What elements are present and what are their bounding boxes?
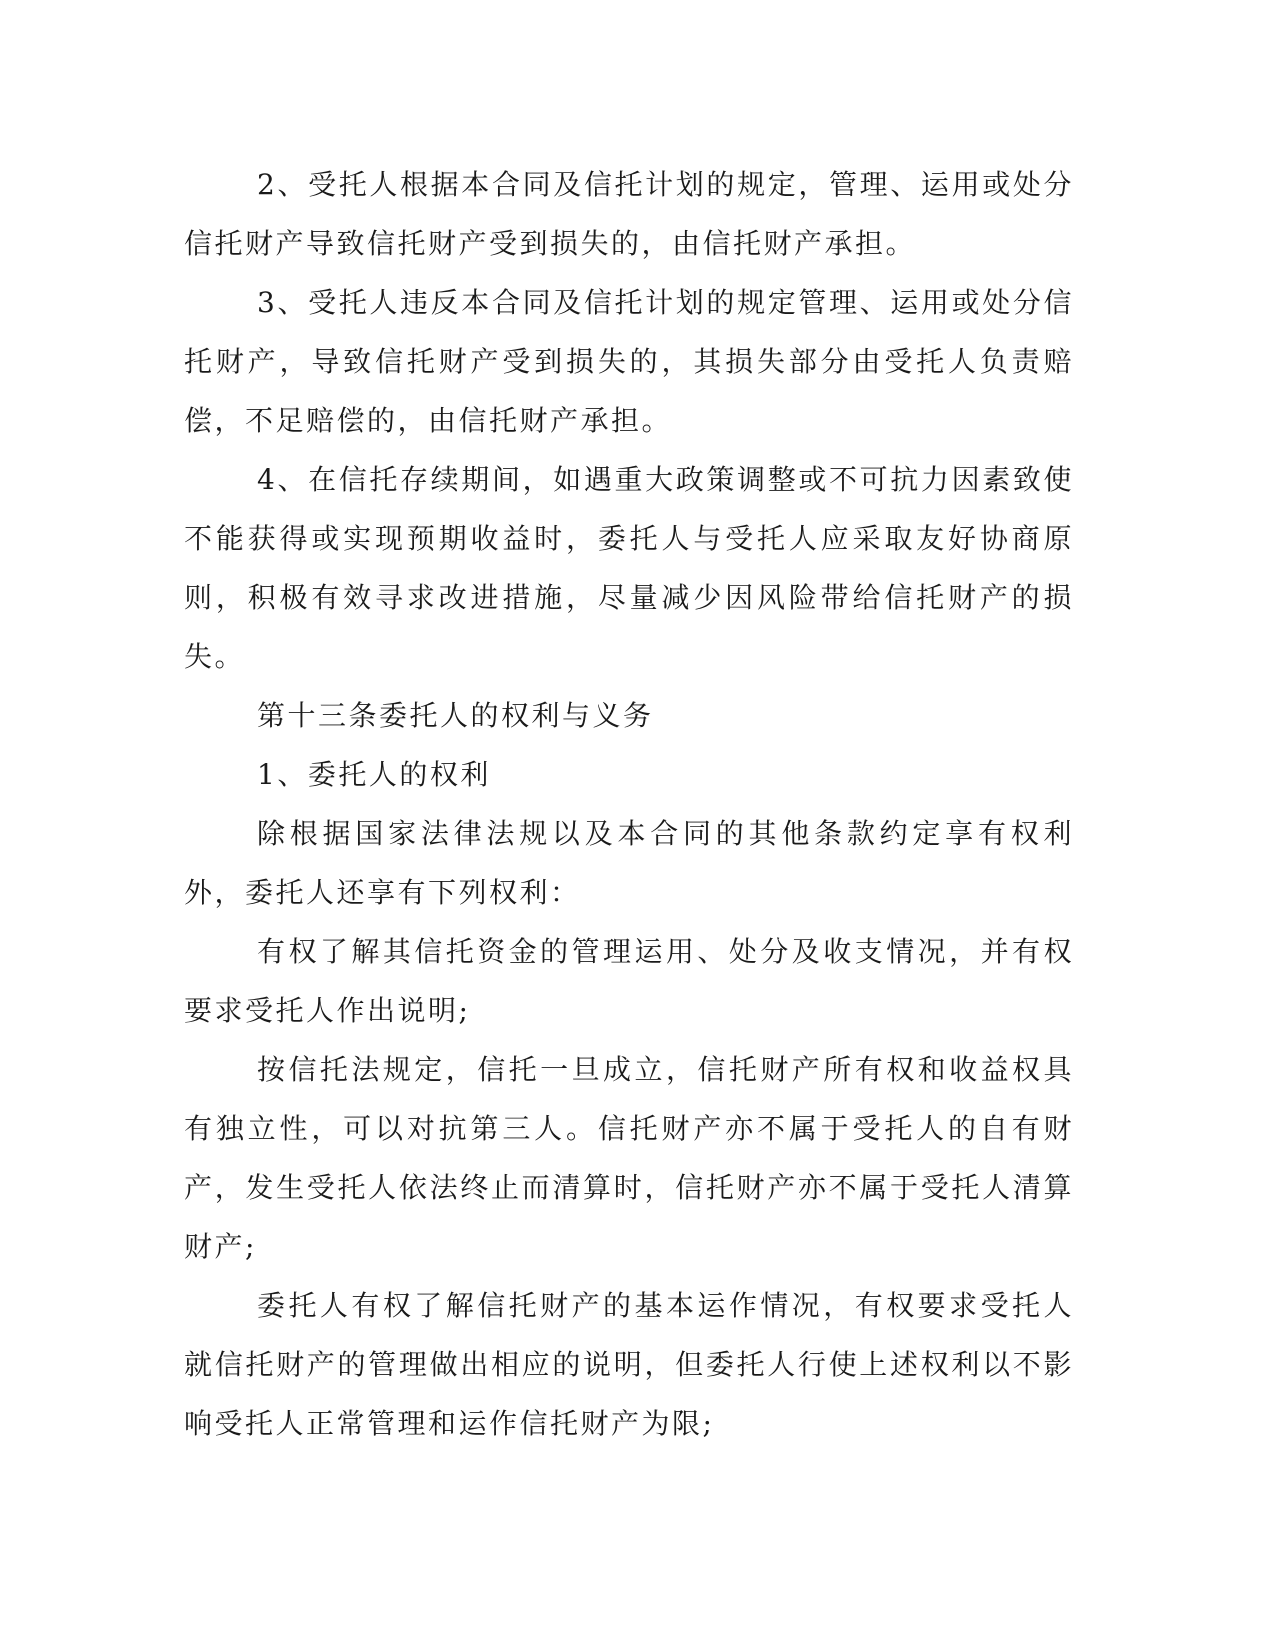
paragraph-right-1: 有权了解其信托资金的管理运用、处分及收支情况，并有权要求受托人作出说明;: [184, 935, 1074, 1027]
paragraph-clause-4: 4、在信托存续期间，如遇重大政策调整或不可抗力因素致使不能获得或实现预期收益时，委托人与受托人应采取友好协商原则，积极有效寻求改进措施，尽量减少因风险带给信托财产的损失。: [184, 463, 1074, 673]
section-heading: 1、委托人的权利: [257, 758, 491, 791]
paragraph-right-2: 按信托法规定，信托一旦成立，信托财产所有权和收益权具有独立性，可以对抗第三人。信托财产亦不属于受托人的自有财产，发生受托人依法终止而清算时，信托财产亦不属于受托人清算财产;: [184, 1053, 1074, 1263]
paragraph-rights-intro: 除根据国家法律法规以及本合同的其他条款约定享有权利外，委托人还享有下列权利：: [184, 817, 1074, 909]
paragraph-clause-3: 3、受托人违反本合同及信托计划的规定管理、运用或处分信托财产，导致信托财产受到损失的，其损失部分由受托人负责赔偿，不足赔偿的，由信托财产承担。: [184, 286, 1074, 437]
document-body: [184, 155, 1074, 1453]
paragraph-clause-2: 2、受托人根据本合同及信托计划的规定，管理、运用或处分信托财产导致信托财产受到损失的，由信托财产承担。: [184, 168, 1074, 260]
paragraph-right-3: 委托人有权了解信托财产的基本运作情况，有权要求受托人就信托财产的管理做出相应的说明，但委托人行使上述权利以不影响受托人正常管理和运作信托财产为限;: [184, 1289, 1074, 1440]
article-heading: 第十三条委托人的权利与义务: [257, 699, 654, 732]
